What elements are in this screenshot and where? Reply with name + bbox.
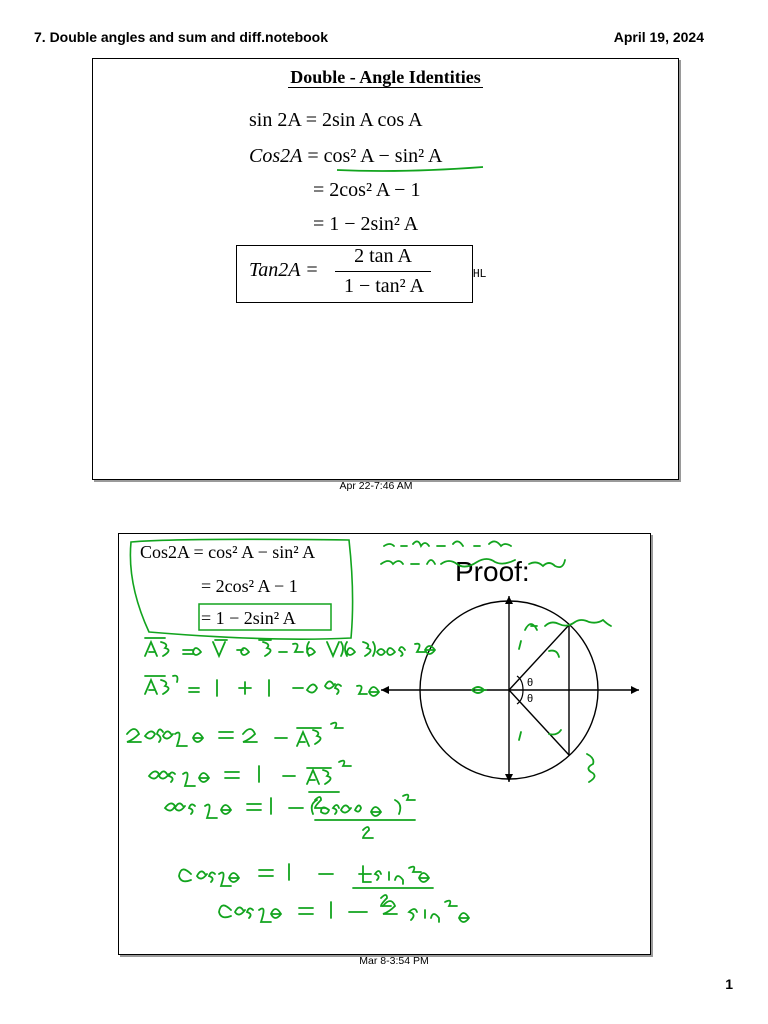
slide-double-angle-identities[interactable]	[92, 58, 679, 480]
cos-double-angle-form-2: = 2cos² A − 1	[313, 179, 421, 201]
slide1-timestamp: Apr 22-7:46 AM	[339, 480, 413, 492]
tan-identity-numerator: 2 tan A	[354, 245, 412, 267]
hl-label: HL	[473, 267, 487, 280]
slide2-timestamp: Mar 8-3:54 PM	[359, 955, 429, 967]
tan-identity-lhs: Tan2A =	[249, 259, 319, 281]
slide-cos-double-angle-proof[interactable]	[118, 533, 651, 955]
proof-boxed-eq-1: Cos2A = cos² A − sin² A	[140, 542, 316, 562]
proof-label: Proof:	[455, 556, 530, 587]
proof-boxed-eq-2: = 2cos² A − 1	[201, 576, 298, 596]
sin-double-angle-identity: sin 2A = 2sin A cos A	[249, 109, 423, 131]
cos-double-angle-form-3: = 1 − 2sin² A	[313, 213, 419, 235]
theta-label-lower: θ	[527, 693, 534, 705]
theta-label-upper: θ	[527, 677, 534, 689]
slide-title: Double - Angle Identities	[290, 67, 481, 87]
proof-boxed-eq-3: = 1 − 2sin² A	[201, 608, 296, 628]
notebook-title: 7. Double angles and sum and diff.notebook	[34, 29, 329, 45]
page-number: 1	[725, 976, 733, 992]
unit-circle-diagram	[119, 534, 650, 954]
cos-double-angle-identity: Cos2A = cos² A − sin² A	[249, 145, 443, 167]
header-date: April 19, 2024	[613, 29, 704, 45]
green-underline-annotation	[93, 59, 678, 479]
tan-identity-denominator: 1 − tan² A	[343, 275, 425, 297]
